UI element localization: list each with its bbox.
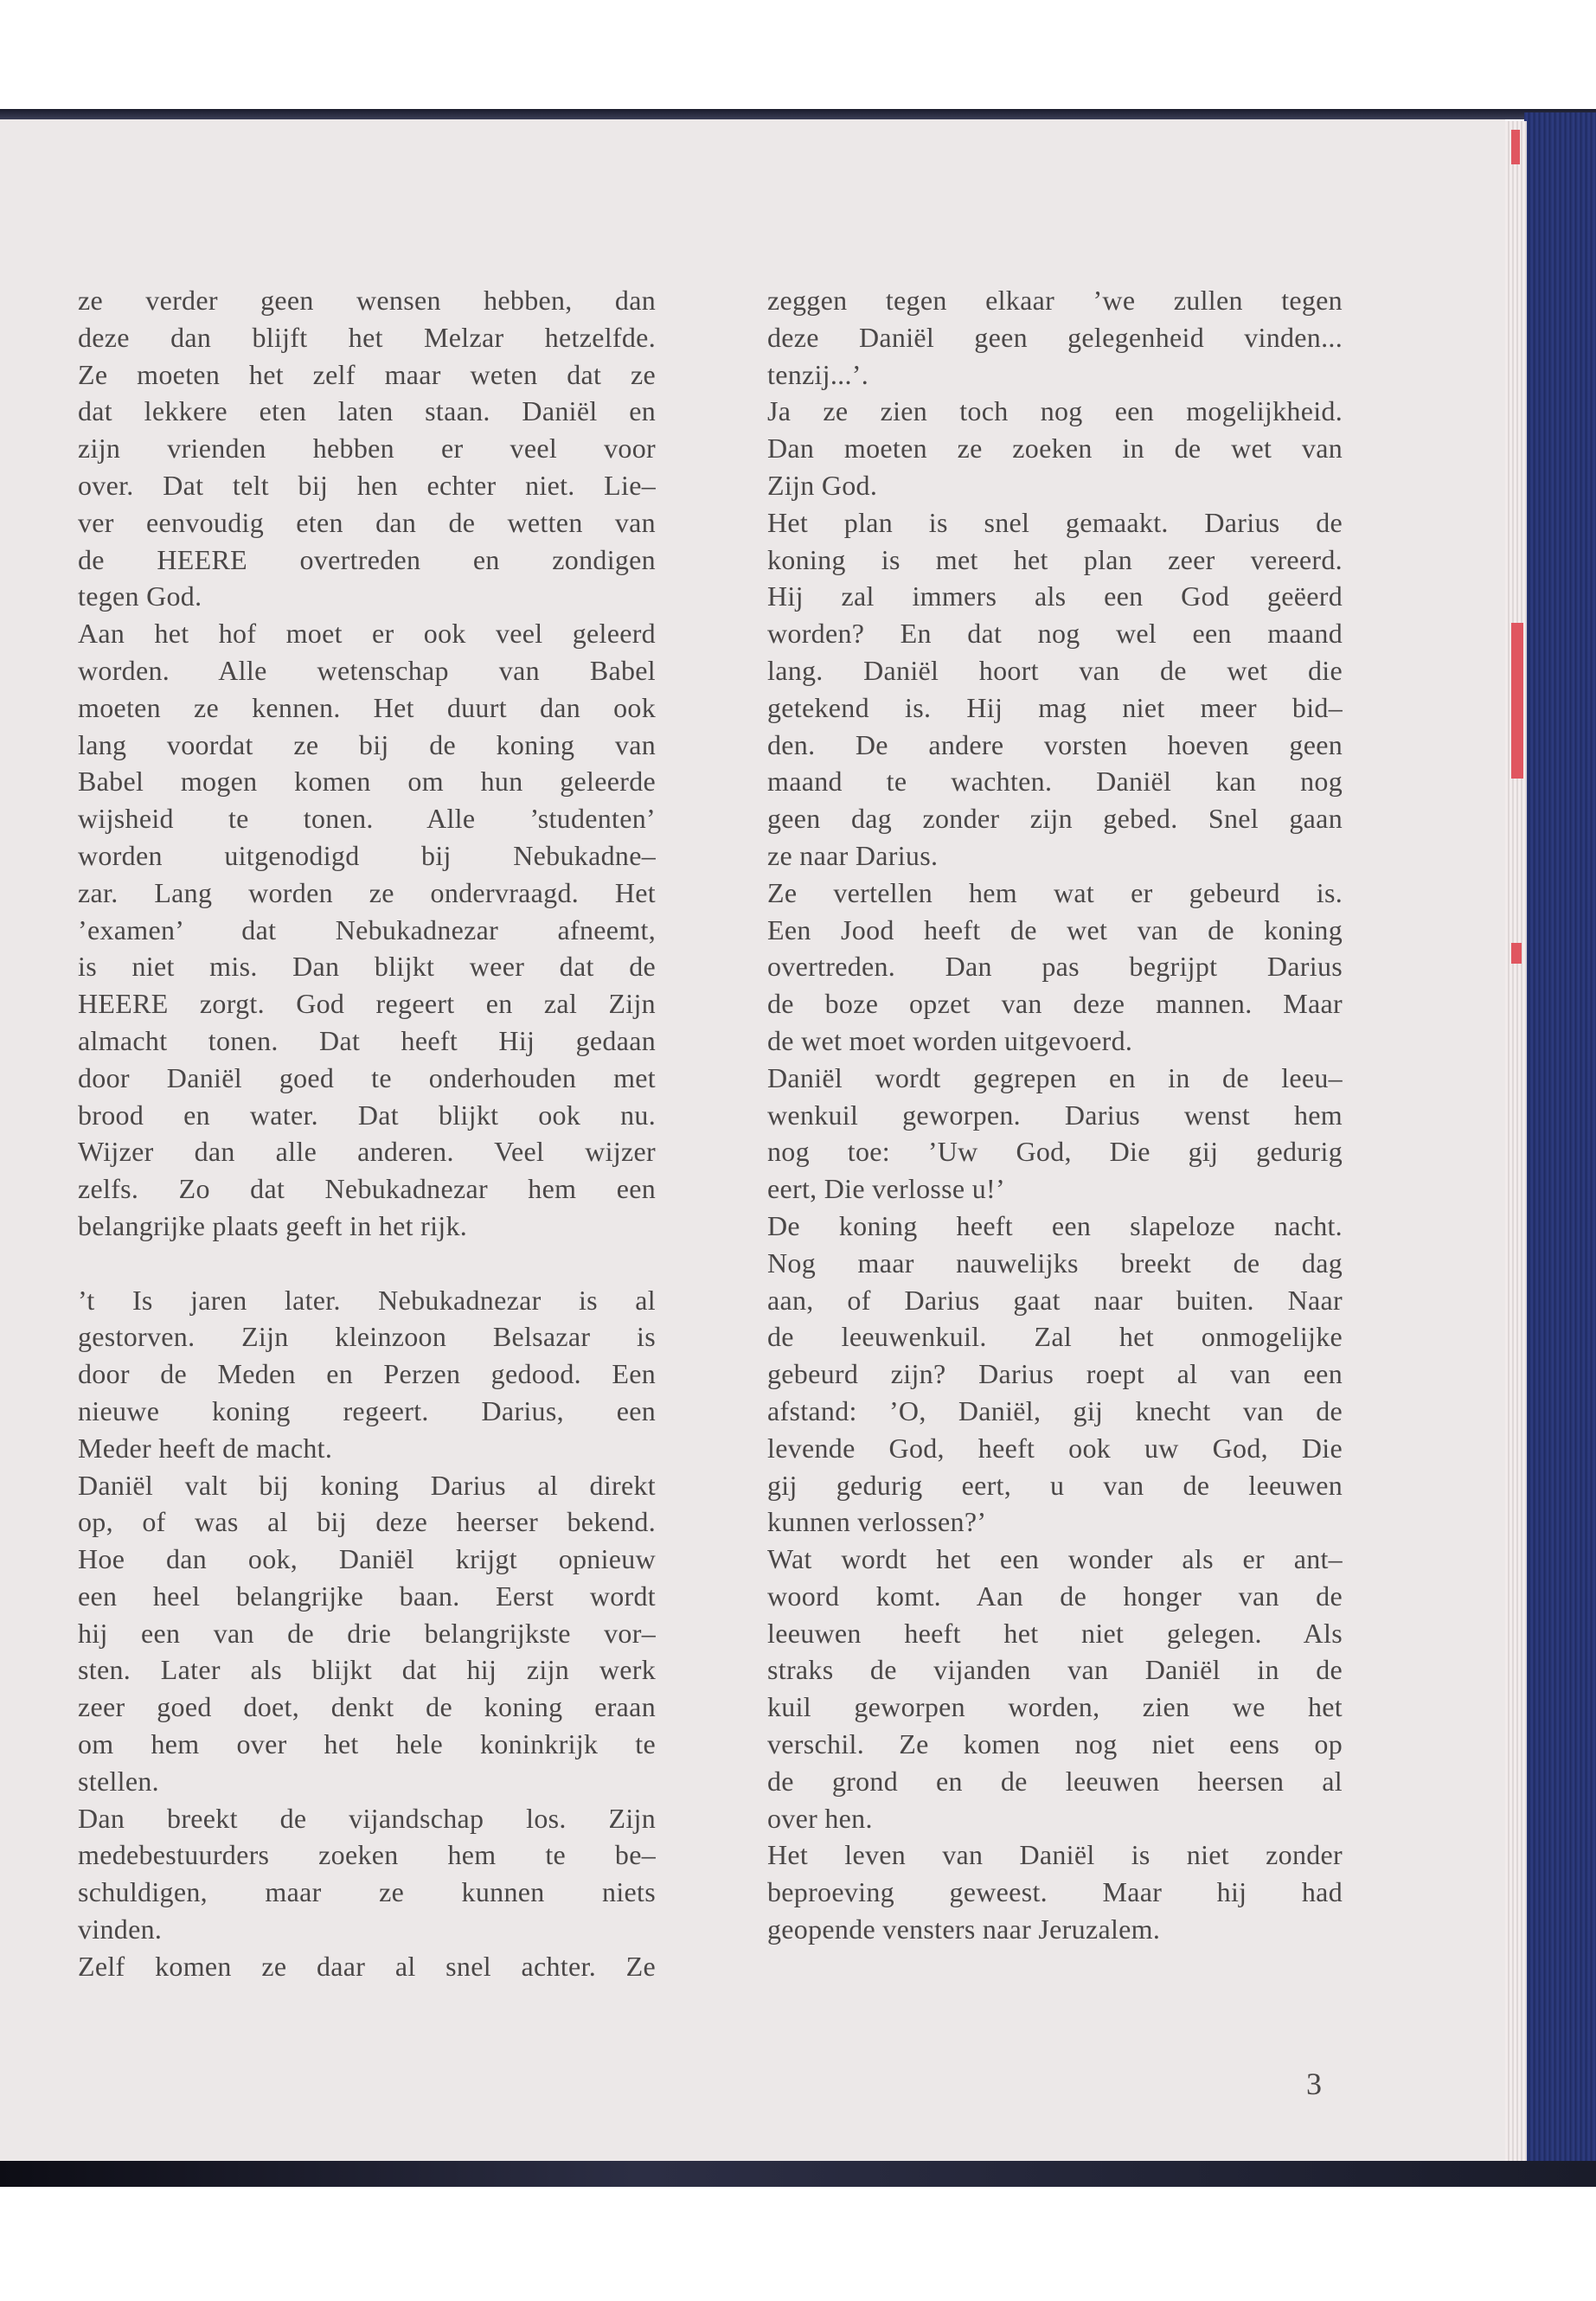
text-line: De koning heeft een slapeloze nacht.: [767, 1209, 1343, 1241]
text-line: kuil geworpen worden, zien we het: [767, 1691, 1343, 1723]
text-line: zijn vrienden hebben er veel voor: [78, 433, 656, 465]
text-line: geen dag zonder zijn gebed. Snel gaan: [767, 803, 1343, 835]
text-line: Ze vertellen hem wat er gebeurd is.: [767, 876, 1343, 908]
text-line: Nog maar nauwelijks breekt de dag: [767, 1247, 1343, 1279]
text-line: woord komt. Aan de honger van de: [767, 1580, 1343, 1612]
text-line: zelfs. Zo dat Nebukadnezar hem een: [78, 1173, 656, 1205]
text-line: afstand: ’O, Daniël, gij knecht van de: [767, 1394, 1343, 1426]
text-line: schuldigen, maar ze kunnen niets: [78, 1876, 656, 1908]
text-line: de wet moet worden uitgevoerd.: [767, 1024, 1133, 1056]
book-bottom-edge: [0, 2161, 1596, 2187]
text-line: de boze opzet van deze mannen. Maar: [767, 988, 1343, 1020]
text-line: verschil. Ze komen nog niet eens op: [767, 1728, 1343, 1760]
text-line: tenzij...’.: [767, 358, 869, 390]
text-line: door Daniël goed te onderhouden met: [78, 1061, 656, 1093]
text-line: nieuwe koning regeert. Darius, een: [78, 1394, 656, 1426]
text-line: de HEERE overtreden en zondigen: [78, 543, 656, 575]
text-line: ze naar Darius.: [767, 839, 939, 871]
text-line: de grond en de leeuwen heersen al: [767, 1765, 1343, 1797]
text-line: stellen.: [78, 1765, 159, 1797]
text-line: Daniël valt bij koning Darius al direkt: [78, 1469, 656, 1501]
text-line: getekend is. Hij mag niet meer bid–: [767, 691, 1343, 723]
text-line: over hen.: [767, 1802, 873, 1834]
text-line: kunnen verlossen?’: [767, 1506, 987, 1538]
text-line: brood en water. Dat blijkt ook nu.: [78, 1099, 656, 1131]
text-line: de leeuwenkuil. Zal het onmogelijke: [767, 1321, 1343, 1353]
text-line: beproeving geweest. Maar hij had: [767, 1876, 1343, 1908]
text-line: Zijn God.: [767, 469, 878, 501]
text-line: leeuwen heeft het niet gelegen. Als: [767, 1617, 1343, 1649]
text-line: straks de vijanden van Daniël in de: [767, 1654, 1343, 1686]
text-line: geopende vensters naar Jeruzalem.: [767, 1913, 1161, 1945]
text-line: Meder heeft de macht.: [78, 1432, 333, 1464]
text-line: den. De andere vorsten hoeven geen: [767, 728, 1343, 760]
text-line: Hij zal immers als een God geëerd: [767, 580, 1343, 612]
page-number: 3: [1306, 2067, 1322, 2101]
text-line: zar. Lang worden ze ondervraagd. Het: [78, 876, 656, 908]
text-line: Het plan is snel gemaakt. Darius de: [767, 506, 1343, 538]
text-line: medebestuurders zoeken hem te be–: [78, 1839, 656, 1871]
text-line: overtreden. Dan pas begrijpt Darius: [767, 951, 1343, 983]
text-line: koning is met het plan zeer vereerd.: [767, 543, 1343, 575]
text-line: deze dan blijft het Melzar hetzelfde.: [78, 321, 656, 353]
text-line: levende God, heeft ook uw God, Die: [767, 1432, 1343, 1464]
text-line: eert, Die verlosse u!’: [767, 1173, 1005, 1205]
text-line: Wat wordt het een wonder als er ant–: [767, 1543, 1343, 1575]
text-line: sten. Later als blijkt dat hij zijn werk: [78, 1654, 656, 1686]
text-line: worden uitgenodigd bij Nebukadne–: [78, 839, 656, 871]
text-line: Dan moeten ze zoeken in de wet van: [767, 433, 1343, 465]
text-line: belangrijke plaats geeft in het rijk.: [78, 1209, 468, 1241]
text-line: zeer goed doet, denkt de koning eraan: [78, 1691, 656, 1723]
text-line: tegen God.: [78, 580, 202, 612]
text-line: nog toe: ’Uw God, Die gij gedurig: [767, 1136, 1343, 1168]
text-line: vinden.: [78, 1913, 163, 1945]
text-line: ’t Is jaren later. Nebukadnezar is al: [78, 1284, 656, 1316]
text-line: worden? En dat nog wel een maand: [767, 618, 1343, 650]
text-line: maand te wachten. Daniël kan nog: [767, 766, 1343, 798]
text-line: lang voordat ze bij de koning van: [78, 728, 656, 760]
book-cover-edge: [1524, 112, 1596, 2180]
scan-margin-top: [0, 0, 1596, 111]
text-line: Ja ze zien toch nog een mogelijkheid.: [767, 395, 1343, 427]
text-line: gebeurd zijn? Darius roept al van een: [767, 1358, 1343, 1390]
text-line: wijsheid te tonen. Alle ’studenten’: [78, 803, 656, 835]
text-line: Wijzer dan alle anderen. Veel wijzer: [78, 1136, 656, 1168]
text-line: over. Dat telt bij hen echter niet. Lie–: [78, 469, 656, 501]
scan-margin-bottom: [0, 2187, 1596, 2301]
book-top-edge: [0, 109, 1596, 119]
text-line: gij gedurig eert, u van de leeuwen: [767, 1469, 1343, 1501]
text-line: om hem over het hele koninkrijk te: [78, 1728, 656, 1760]
text-column-left: [78, 282, 656, 1985]
text-line: ze verder geen wensen hebben, dan: [78, 285, 656, 316]
paragraph-gap: [78, 1245, 656, 1282]
text-line: Aan het hof moet er ook veel geleerd: [78, 618, 656, 650]
text-line: hij een van de drie belangrijkste vor–: [78, 1617, 656, 1649]
text-line: een heel belangrijke baan. Eerst wordt: [78, 1580, 656, 1612]
text-line: Dan breekt de vijandschap los. Zijn: [78, 1802, 656, 1834]
text-line: op, of was al bij deze heerser bekend.: [78, 1506, 656, 1538]
text-line: Zelf komen ze daar al snel achter. Ze: [78, 1950, 656, 1982]
text-line: lang. Daniël hoort van de wet die: [767, 654, 1343, 686]
text-line: ’examen’ dat Nebukadnezar afneemt,: [78, 913, 656, 945]
text-line: door de Meden en Perzen gedood. Een: [78, 1358, 656, 1390]
text-line: Hoe dan ook, Daniël krijgt opnieuw: [78, 1543, 656, 1575]
text-line: almacht tonen. Dat heeft Hij gedaan: [78, 1024, 656, 1056]
text-line: gestorven. Zijn kleinzoon Belsazar is: [78, 1321, 656, 1353]
page-edge-marks: [1508, 121, 1525, 2176]
text-line: Het leven van Daniël is niet zonder: [767, 1839, 1343, 1871]
text-line: Daniël wordt gegrepen en in de leeu–: [767, 1061, 1343, 1093]
text-line: zeggen tegen elkaar ’we zullen tegen: [767, 285, 1343, 316]
text-line: Een Jood heeft de wet van de koning: [767, 913, 1343, 945]
text-line: Babel mogen komen om hun geleerde: [78, 766, 656, 798]
text-line: aan, of Darius gaat naar buiten. Naar: [767, 1284, 1343, 1316]
text-line: deze Daniël geen gelegenheid vinden...: [767, 321, 1343, 353]
text-line: dat lekkere eten laten staan. Daniël en: [78, 395, 656, 427]
text-line: HEERE zorgt. God regeert en zal Zijn: [78, 988, 656, 1020]
text-line: Ze moeten het zelf maar weten dat ze: [78, 358, 656, 390]
text-line: worden. Alle wetenschap van Babel: [78, 654, 656, 686]
text-line: ver eenvoudig eten dan de wetten van: [78, 506, 656, 538]
text-line: wenkuil geworpen. Darius wenst hem: [767, 1099, 1343, 1131]
text-line: moeten ze kennen. Het duurt dan ook: [78, 691, 656, 723]
text-line: is niet mis. Dan blijkt weer dat de: [78, 951, 656, 983]
text-column-right: [767, 282, 1343, 1948]
